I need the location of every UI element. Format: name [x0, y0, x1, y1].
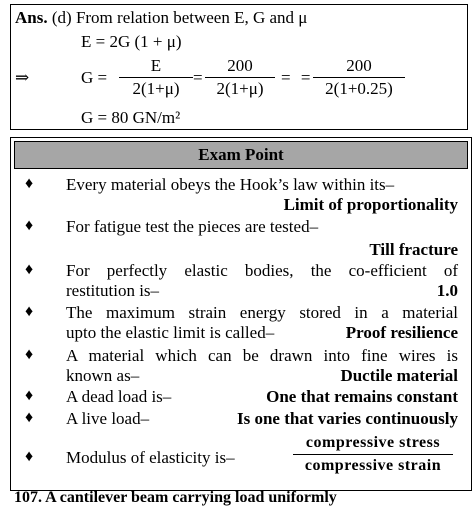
modulus-numerator: compressive stress — [305, 434, 441, 451]
fraction-1-denominator: 2(1+μ) — [132, 79, 180, 98]
g-equals: G = — [81, 68, 108, 87]
item-second-line — [66, 323, 458, 343]
bullet-icon: ♦ — [25, 387, 34, 404]
result-equation: G = 80 GN/m² — [81, 108, 181, 127]
answer-box — [10, 4, 468, 130]
item-text: Every material obeys the Hook’s law within its– — [66, 175, 395, 194]
equation-e: E = 2G (1 + μ) — [81, 32, 182, 51]
list-item — [66, 387, 458, 407]
item-text: A dead load is– — [66, 387, 172, 406]
list-item — [66, 217, 458, 260]
item-second-line — [66, 281, 458, 301]
implies-arrow: ⇒ — [15, 68, 30, 87]
fraction-3-numerator: 200 — [346, 56, 372, 75]
list-item — [66, 346, 458, 386]
exam-point-title: Exam Point — [14, 141, 468, 169]
modulus-fraction-bar — [293, 454, 453, 455]
fraction-1 — [119, 56, 193, 99]
fraction-3 — [313, 56, 405, 99]
item-text: For fatigue test the pieces are tested– — [66, 217, 319, 236]
fraction-2 — [205, 56, 275, 99]
fraction-2-bar — [205, 77, 275, 78]
modulus-fraction — [293, 433, 453, 476]
item-text: A live load– — [66, 409, 150, 428]
fraction-3-denominator: 2(1+0.25) — [325, 79, 393, 98]
item-answer: Proof resilience — [345, 323, 458, 342]
answer-intro: From relation between E, G and μ — [75, 8, 308, 27]
answer-intro-line — [15, 8, 307, 28]
list-item — [66, 261, 458, 301]
fraction-2-numerator: 200 — [227, 56, 253, 75]
item-answer: 1.0 — [436, 281, 458, 300]
bullet-icon: ♦ — [25, 261, 34, 278]
answer-label: Ans. — [15, 8, 48, 27]
item-text: A material which can be drawn into fine wires is — [66, 346, 458, 365]
item-text: The maximum strain energy stored in a material — [66, 303, 458, 322]
bullet-icon: ♦ — [25, 346, 34, 363]
modulus-denominator: compressive strain — [304, 457, 442, 474]
item-answer: Is one that varies continuously — [236, 409, 458, 428]
fraction-1-numerator: E — [150, 56, 162, 75]
exam-point-list — [11, 173, 471, 490]
bullet-icon: ♦ — [25, 448, 34, 465]
equals-2: = = — [281, 68, 311, 87]
bullet-icon: ♦ — [25, 409, 34, 426]
bullet-icon: ♦ — [25, 175, 34, 192]
bullet-icon: ♦ — [25, 303, 34, 320]
item-text-continued: restitution is– — [66, 281, 160, 300]
exam-point-box — [10, 137, 472, 491]
next-question-fragment: 107. A cantilever beam carrying load uniformly — [14, 489, 337, 506]
list-item — [66, 409, 458, 429]
fraction-3-bar — [313, 77, 405, 78]
item-answer: Till fracture — [369, 240, 458, 259]
list-item — [66, 303, 458, 343]
bullet-icon: ♦ — [25, 217, 34, 234]
item-text: Modulus of elasticity is– — [66, 448, 235, 467]
fraction-1-bar — [119, 77, 193, 78]
item-second-line — [66, 366, 458, 386]
fraction-2-denominator: 2(1+μ) — [216, 79, 264, 98]
list-item — [66, 175, 458, 215]
answer-option: (d) — [51, 8, 72, 27]
item-answer: One that remains constant — [266, 387, 458, 406]
item-text-continued: known as– — [66, 366, 140, 385]
item-answer: Limit of proportionality — [283, 195, 458, 214]
equals-1: = — [193, 68, 203, 87]
item-text-continued: upto the elastic limit is called– — [66, 323, 275, 342]
item-answer: Ductile material — [340, 366, 458, 385]
item-text: For perfectly elastic bodies, the co-efficient of — [66, 261, 458, 280]
